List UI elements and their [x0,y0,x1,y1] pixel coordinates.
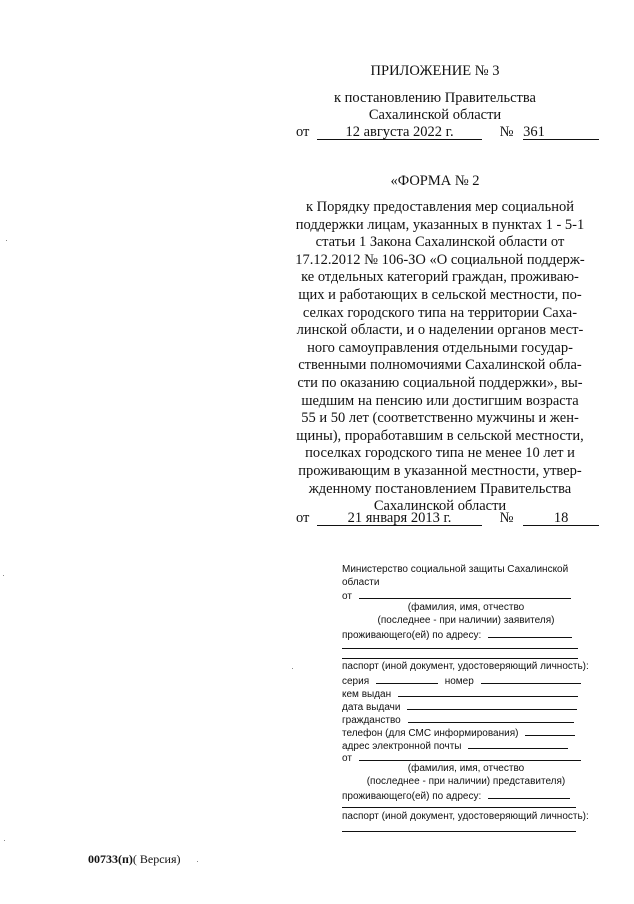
form-body-line: ственными полномочиями Сахалинской обла- [298,357,582,374]
document-code-row [88,852,181,867]
form-body-line: 55 и 50 лет (соответственно мужчины и жен- [301,410,579,427]
form-body-line: к Порядку предоставления мер социальной [305,199,575,215]
applicant-address-row [342,627,572,642]
issue-date-label: дата выдачи [342,702,401,713]
representative-hint-2: (последнее - при наличии) представителя) [366,776,566,787]
scan-speck [197,861,198,862]
applicant-hint-2: (последнее - при наличии) заявителя) [377,615,555,626]
representative-address-line[interactable] [342,807,576,808]
citizenship-label: гражданство [342,715,401,726]
phone-label: телефон (для СМС информирования) [342,728,519,739]
appendix-number: 361 [523,125,599,140]
number-label: № [499,510,514,526]
scan-speck [4,840,5,841]
form-body-line: поселках городского типа не менее 10 лет и [305,445,575,462]
appendix-date-row [296,123,599,142]
email-label: адрес электронной почты [342,741,462,752]
number-label: № [499,124,514,140]
scan-speck [6,240,7,241]
ministry-line-1: Министерство социальной защиты Сахалинской [342,564,569,575]
document-code: 00733(п) [88,852,133,866]
form-body-line: селках городского типа на территории Саха- [302,304,578,321]
form-body-line: статьи 1 Закона Сахалинской области от [315,234,565,251]
form-number: 18 [523,511,599,526]
from-label: от [296,124,310,140]
form-date-row [296,509,599,528]
document-version: ( Версия) [132,852,181,866]
residing-label: проживающего(ей) по адресу: [342,791,482,802]
scan-speck [3,575,4,576]
phone-field[interactable] [525,725,575,736]
form-date: 21 января 2013 г. [317,511,482,526]
series-field[interactable] [376,673,438,684]
appendix-subtitle-1: к постановлению Правительства [334,90,536,106]
issue-date-field[interactable] [407,699,577,710]
passport-label: паспорт (иной документ, удостоверяющий личность): [342,661,589,672]
appendix-title: ПРИЛОЖЕНИЕ № 3 [370,63,500,79]
form-body-line: проживающим в указанной местности, утвер- [298,463,582,479]
ministry-line-2: области [342,577,380,588]
series-label: серия [342,676,370,687]
form-body-line: ке отдельных категорий граждан, проживаю- [301,269,579,286]
passport2-line[interactable] [342,831,576,832]
form-body-line: сти по оказанию социальной поддержки», вы- [297,375,583,391]
issued-by-label: кем выдан [342,689,392,700]
applicant-name-field[interactable] [359,588,571,599]
form-body-line: шедшим на пенсию или достигшим возраста [301,392,579,409]
representative-hint-1: (фамилия, имя, отчество [407,763,525,774]
form-title: «ФОРМА № 2 [390,173,480,189]
appendix-date: 12 августа 2022 г. [317,125,482,140]
from-label: от [296,510,310,526]
form-body-line: Сахалинской области [373,498,507,515]
passport-number-field[interactable] [481,673,581,684]
from-label: от [342,591,352,602]
issued-by-field[interactable] [398,686,578,697]
form-body-line: жденному постановлением Правительства [308,480,572,497]
form-body-line: линской области, и о наделении органов мест- [296,322,584,339]
residing-label: проживающего(ей) по адресу: [342,630,482,641]
form-body-line: 17.12.2012 № 106-ЗО «О социальной поддерж- [295,251,585,268]
passport-number-label: номер [444,676,474,687]
form-body-line: ного самоуправления отдельными государ- [307,339,573,356]
form-body-line: щины), проработавшим в сельской местности, [296,427,584,444]
address-line-1[interactable] [342,648,578,649]
applicant-address-field[interactable] [488,627,572,638]
representative-address-field[interactable] [488,788,570,799]
representative-address-row [342,788,570,803]
citizenship-field[interactable] [408,712,574,723]
passport2-label: паспорт (иной документ, удостоверяющий личность): [342,811,589,822]
scan-speck [292,668,293,669]
from-label: от [342,753,352,764]
form-body-line: щих и работающих в сельской местности, по- [298,287,582,303]
appendix-subtitle-2: Сахалинской области [368,107,502,123]
address-line-2[interactable] [342,658,578,659]
email-field[interactable] [468,738,568,749]
applicant-hint-1: (фамилия, имя, отчество [407,602,525,613]
representative-name-field[interactable] [359,750,581,761]
form-body-line: поддержки лицам, указанных в пунктах 1 - 5-1 [295,216,585,233]
